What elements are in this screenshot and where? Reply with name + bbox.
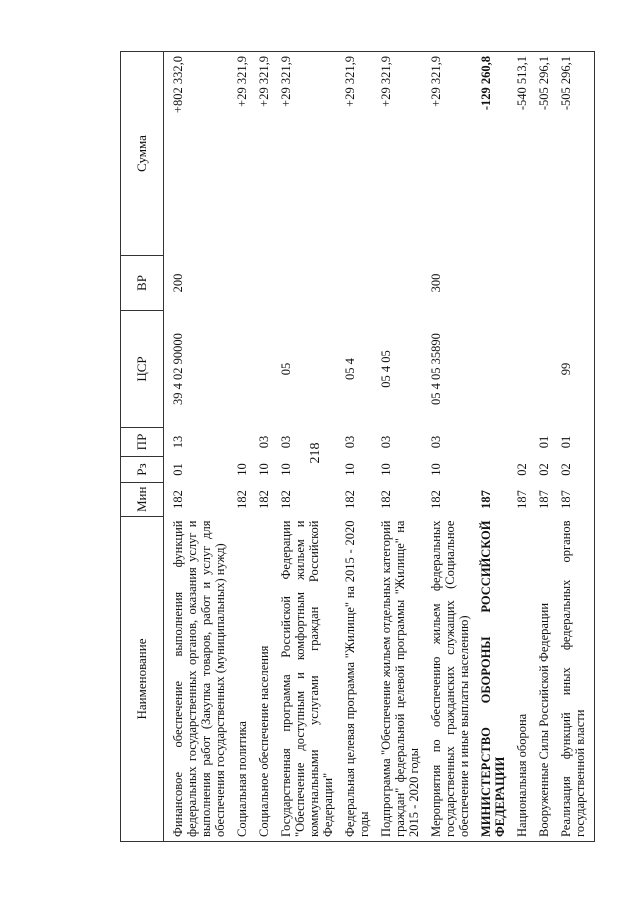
row-vr: 200 [171,273,185,293]
row-min: 187 [515,490,529,509]
row-vr [378,256,422,311]
row-sum: +29 321,9 [378,52,422,256]
col-pr-header: ПР [121,428,164,457]
row-min: 187 [479,490,493,509]
row-csr [514,311,530,428]
row-vr [234,256,250,311]
row-csr: 05 4 05 [379,350,393,388]
row-sum: +29 321,9 [342,52,372,256]
table-row [558,52,588,842]
row-csr [478,311,508,428]
rotated-table-container [120,52,615,842]
row-name: МИНИСТЕРСТВО ОБОРОНЫ РОССИЙСКОЙ ФЕДЕРАЦИИ [478,517,508,842]
row-sum: -540 513,1 [514,52,530,256]
table-row-ministry [478,52,508,842]
row-pr: 03 [343,435,357,449]
table-row [536,52,552,842]
row-sum: -129 260,8 [478,52,508,256]
row-sum: -505 296,1 [558,52,588,256]
row-rz: 10 [279,463,293,476]
row-name: Подпрограмма "Обеспечение жильем отдельных категорий граждан" федеральной целевой программы "Жилище" на 2015 - 2020 годы [378,517,422,842]
table-row [278,52,336,842]
row-min: 182 [343,490,357,509]
row-pr [478,428,508,457]
table-body [170,52,595,842]
row-csr: 39 4 02 90000 [171,333,185,405]
col-csr-header: ЦСР [121,311,164,428]
row-name: Вооруженные Силы Российской Федерации [536,517,552,842]
col-vr-header: ВР [121,256,164,311]
row-rz: 10 [235,463,249,476]
col-name-header: Наименование [121,517,164,842]
row-rz: 10 [343,463,357,476]
row-rz [478,457,508,483]
row-name: Государственная программа Российской Федерации "Обеспечение доступным и комфортным жильем и коммунальными услугами граждан Российской Федерации" [278,517,336,842]
row-csr: 99 [559,362,573,376]
row-min: 187 [559,490,573,509]
row-pr [514,428,530,457]
table-row [234,52,250,842]
row-rz: 10 [257,463,271,476]
row-pr: 03 [257,435,271,449]
row-vr [478,256,508,311]
row-rz: 10 [429,463,443,476]
col-rz-header: Рз [121,457,164,483]
row-vr: 300 [429,273,443,293]
row-pr: 13 [171,435,185,449]
row-csr [256,311,272,428]
row-vr [536,256,552,311]
row-rz: 02 [537,463,551,476]
row-min: 182 [429,490,443,509]
row-name: Социальное обеспечение населения [256,517,272,842]
col-sum-header: Сумма [121,52,164,256]
page-number: 218 [308,442,323,464]
row-pr: 01 [559,435,573,449]
row-vr [278,256,336,311]
row-pr: 03 [379,435,393,449]
row-pr [234,428,250,457]
row-sum: +802 332,0 [170,52,228,256]
row-pr: 01 [537,435,551,449]
table-header [121,52,164,842]
row-csr: 05 4 05 35890 [429,333,443,405]
row-sum: +29 321,9 [256,52,272,256]
row-vr [342,256,372,311]
row-vr [558,256,588,311]
row-sum: +29 321,9 [428,52,472,256]
row-vr [256,256,272,311]
row-min: 182 [379,490,393,509]
row-csr: 05 [279,362,293,376]
row-min: 187 [537,490,551,509]
row-rz: 02 [515,463,529,476]
table-row [256,52,272,842]
row-sum: +29 321,9 [234,52,250,256]
row-min: 182 [171,490,185,509]
row-name: Федеральная целевая программа "Жилище" на 2015 - 2020 годы [342,517,372,842]
row-sum: -505 296,1 [536,52,552,256]
row-pr: 03 [429,435,443,449]
row-min: 182 [279,490,293,509]
row-name: Реализация функций иных федеральных органов государственной власти [558,517,588,842]
row-name: Социальная политика [234,517,250,842]
row-name: Финансовое обеспечение выполнения функций федеральных государственных органов, оказания услуг и выполнения работ (Закупка товаров, работ и услуг для обеспечения государственных (муниципальных) нужд) [170,517,228,842]
row-name: Национальная оборона [514,517,530,842]
table-row [428,52,472,842]
row-csr: 05 4 [343,358,357,380]
row-min: 182 [235,490,249,509]
table-row [514,52,530,842]
row-sum: +29 321,9 [278,52,336,256]
col-min-header: Мин [121,483,164,517]
budget-table [120,51,595,842]
table-row [170,52,228,842]
table-row [342,52,372,842]
row-rz: 02 [559,463,573,476]
row-pr: 03 [279,435,293,449]
row-rz: 10 [379,463,393,476]
row-vr [514,256,530,311]
row-rz: 01 [171,463,185,476]
row-min: 182 [257,490,271,509]
row-name: Мероприятия по обеспечению жильем федеральных государственных гражданских служащих (Социальное обеспечение и иные выплаты населению) [428,517,472,842]
table-row [378,52,422,842]
row-csr [234,311,250,428]
row-csr [536,311,552,428]
